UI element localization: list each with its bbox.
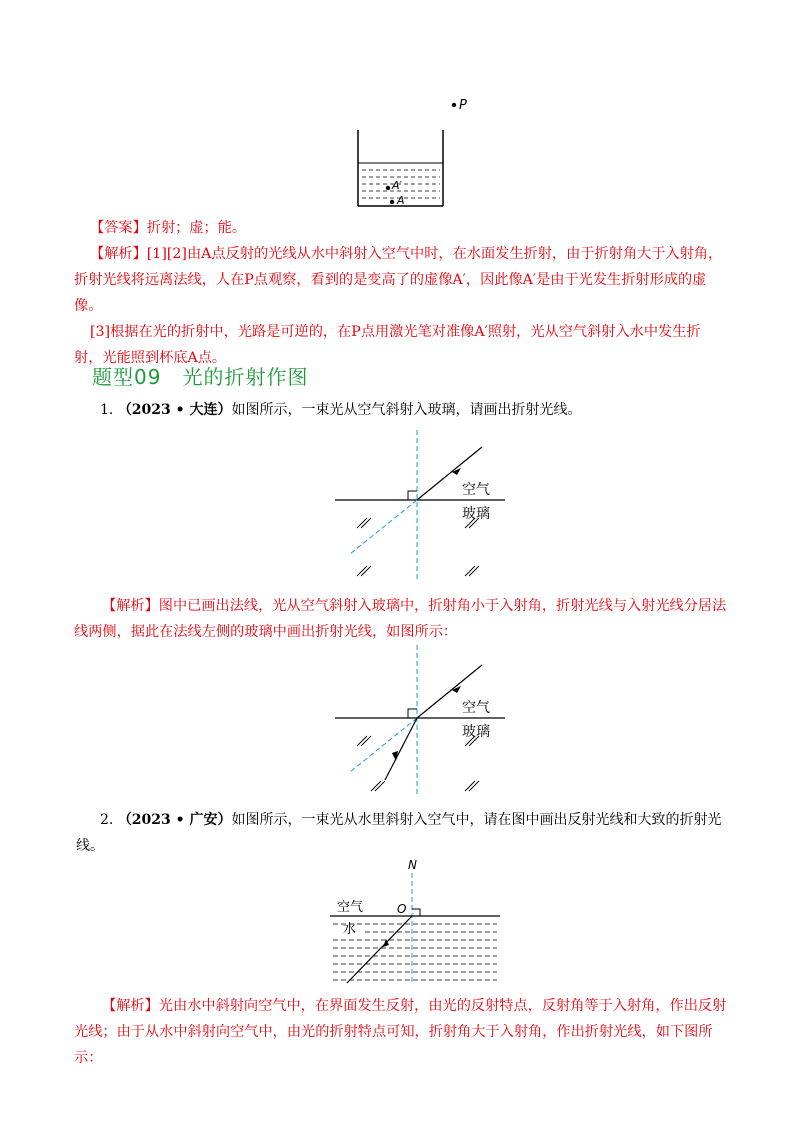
image-a-prime-dot	[386, 186, 390, 190]
beaker-figure	[340, 90, 470, 210]
q2-text-line1: 如图所示，一束光从水里斜射入空气中，请在图中画出反射光线和大致的折射光	[231, 812, 722, 828]
q1-number: 1.	[100, 402, 114, 418]
label-n: N	[408, 858, 417, 872]
analysis-1-line5: 射，光能照到杯底A点。	[74, 350, 227, 366]
refraction-figure-question	[330, 430, 510, 580]
question-1	[100, 397, 740, 423]
analysis-2-tag: 【解析】	[102, 598, 159, 614]
label-a-prime: A′	[392, 179, 403, 192]
analysis-1-line4: [3]根据在光的折射中，光路是可逆的，在P点用激光笔对准像A′照射，光从空气斜射入水中发生折	[90, 324, 701, 340]
answer-text: 折射；虚；能。	[146, 220, 247, 236]
analysis-3	[74, 993, 734, 1071]
q1-source: （2023 • 大连）	[117, 402, 232, 418]
label-air: 空气	[462, 482, 490, 498]
label-o: O	[397, 902, 407, 916]
answer-tag: 【答案】	[90, 220, 147, 236]
question-2	[76, 807, 740, 859]
analysis-1	[74, 241, 734, 371]
water-air-figure	[325, 855, 505, 990]
analysis-2-line1: 图中已画出法线，光从空气斜射入玻璃中，折射角小于入射角，折射光线与入射光线分居法	[158, 598, 727, 614]
point-a-dot	[390, 200, 394, 204]
label-air-2: 空气	[337, 900, 364, 915]
label-water: 水	[343, 922, 357, 937]
q2-text-line2: 线。	[76, 838, 104, 854]
analysis-3-line1: 光由水中斜射向空气中，在界面发生反射，由光的反射特点，反射角等于入射角，作出反射	[158, 998, 727, 1014]
analysis-2	[74, 593, 734, 645]
label-air-solution: 空气	[462, 700, 490, 716]
analysis-1-line2: 折射光线将远离法线，人在P点观察，看到的是变高了的虚像A′，因此像A′是由于光发生折射形成的虚	[74, 272, 707, 288]
analysis-1-line1: [1][2]由A点反射的光线从水中斜射入空气中时，在水面发生折射，由于折射角大于入射角，	[146, 246, 723, 262]
refraction-figure-solution	[330, 645, 510, 795]
analysis-2-line2: 线两侧，据此在法线左侧的玻璃中画出折射光线，如图所示：	[74, 624, 458, 640]
label-glass: 玻璃	[462, 506, 490, 522]
label-a: A	[397, 194, 405, 207]
analysis-3-tag: 【解析】	[102, 998, 159, 1014]
section-title: 题型09 光的折射作图	[92, 365, 309, 389]
answer-1	[90, 215, 750, 241]
q2-number: 2.	[100, 812, 114, 828]
q2-source: （2023 • 广安）	[117, 812, 232, 828]
q1-text: 如图所示，一束光从空气斜射入玻璃，请画出折射光线。	[231, 402, 582, 418]
analysis-tag: 【解析】	[90, 246, 147, 262]
label-p: P	[459, 98, 467, 113]
point-p-dot	[452, 103, 456, 107]
analysis-3-line2: 光线；由于从水中斜射向空气中，由光的折射特点可知，折射角大于入射角，作出折射光线，如下图所示：	[74, 1024, 713, 1066]
label-glass-solution: 玻璃	[462, 724, 490, 740]
analysis-1-line3: 像。	[74, 298, 103, 314]
